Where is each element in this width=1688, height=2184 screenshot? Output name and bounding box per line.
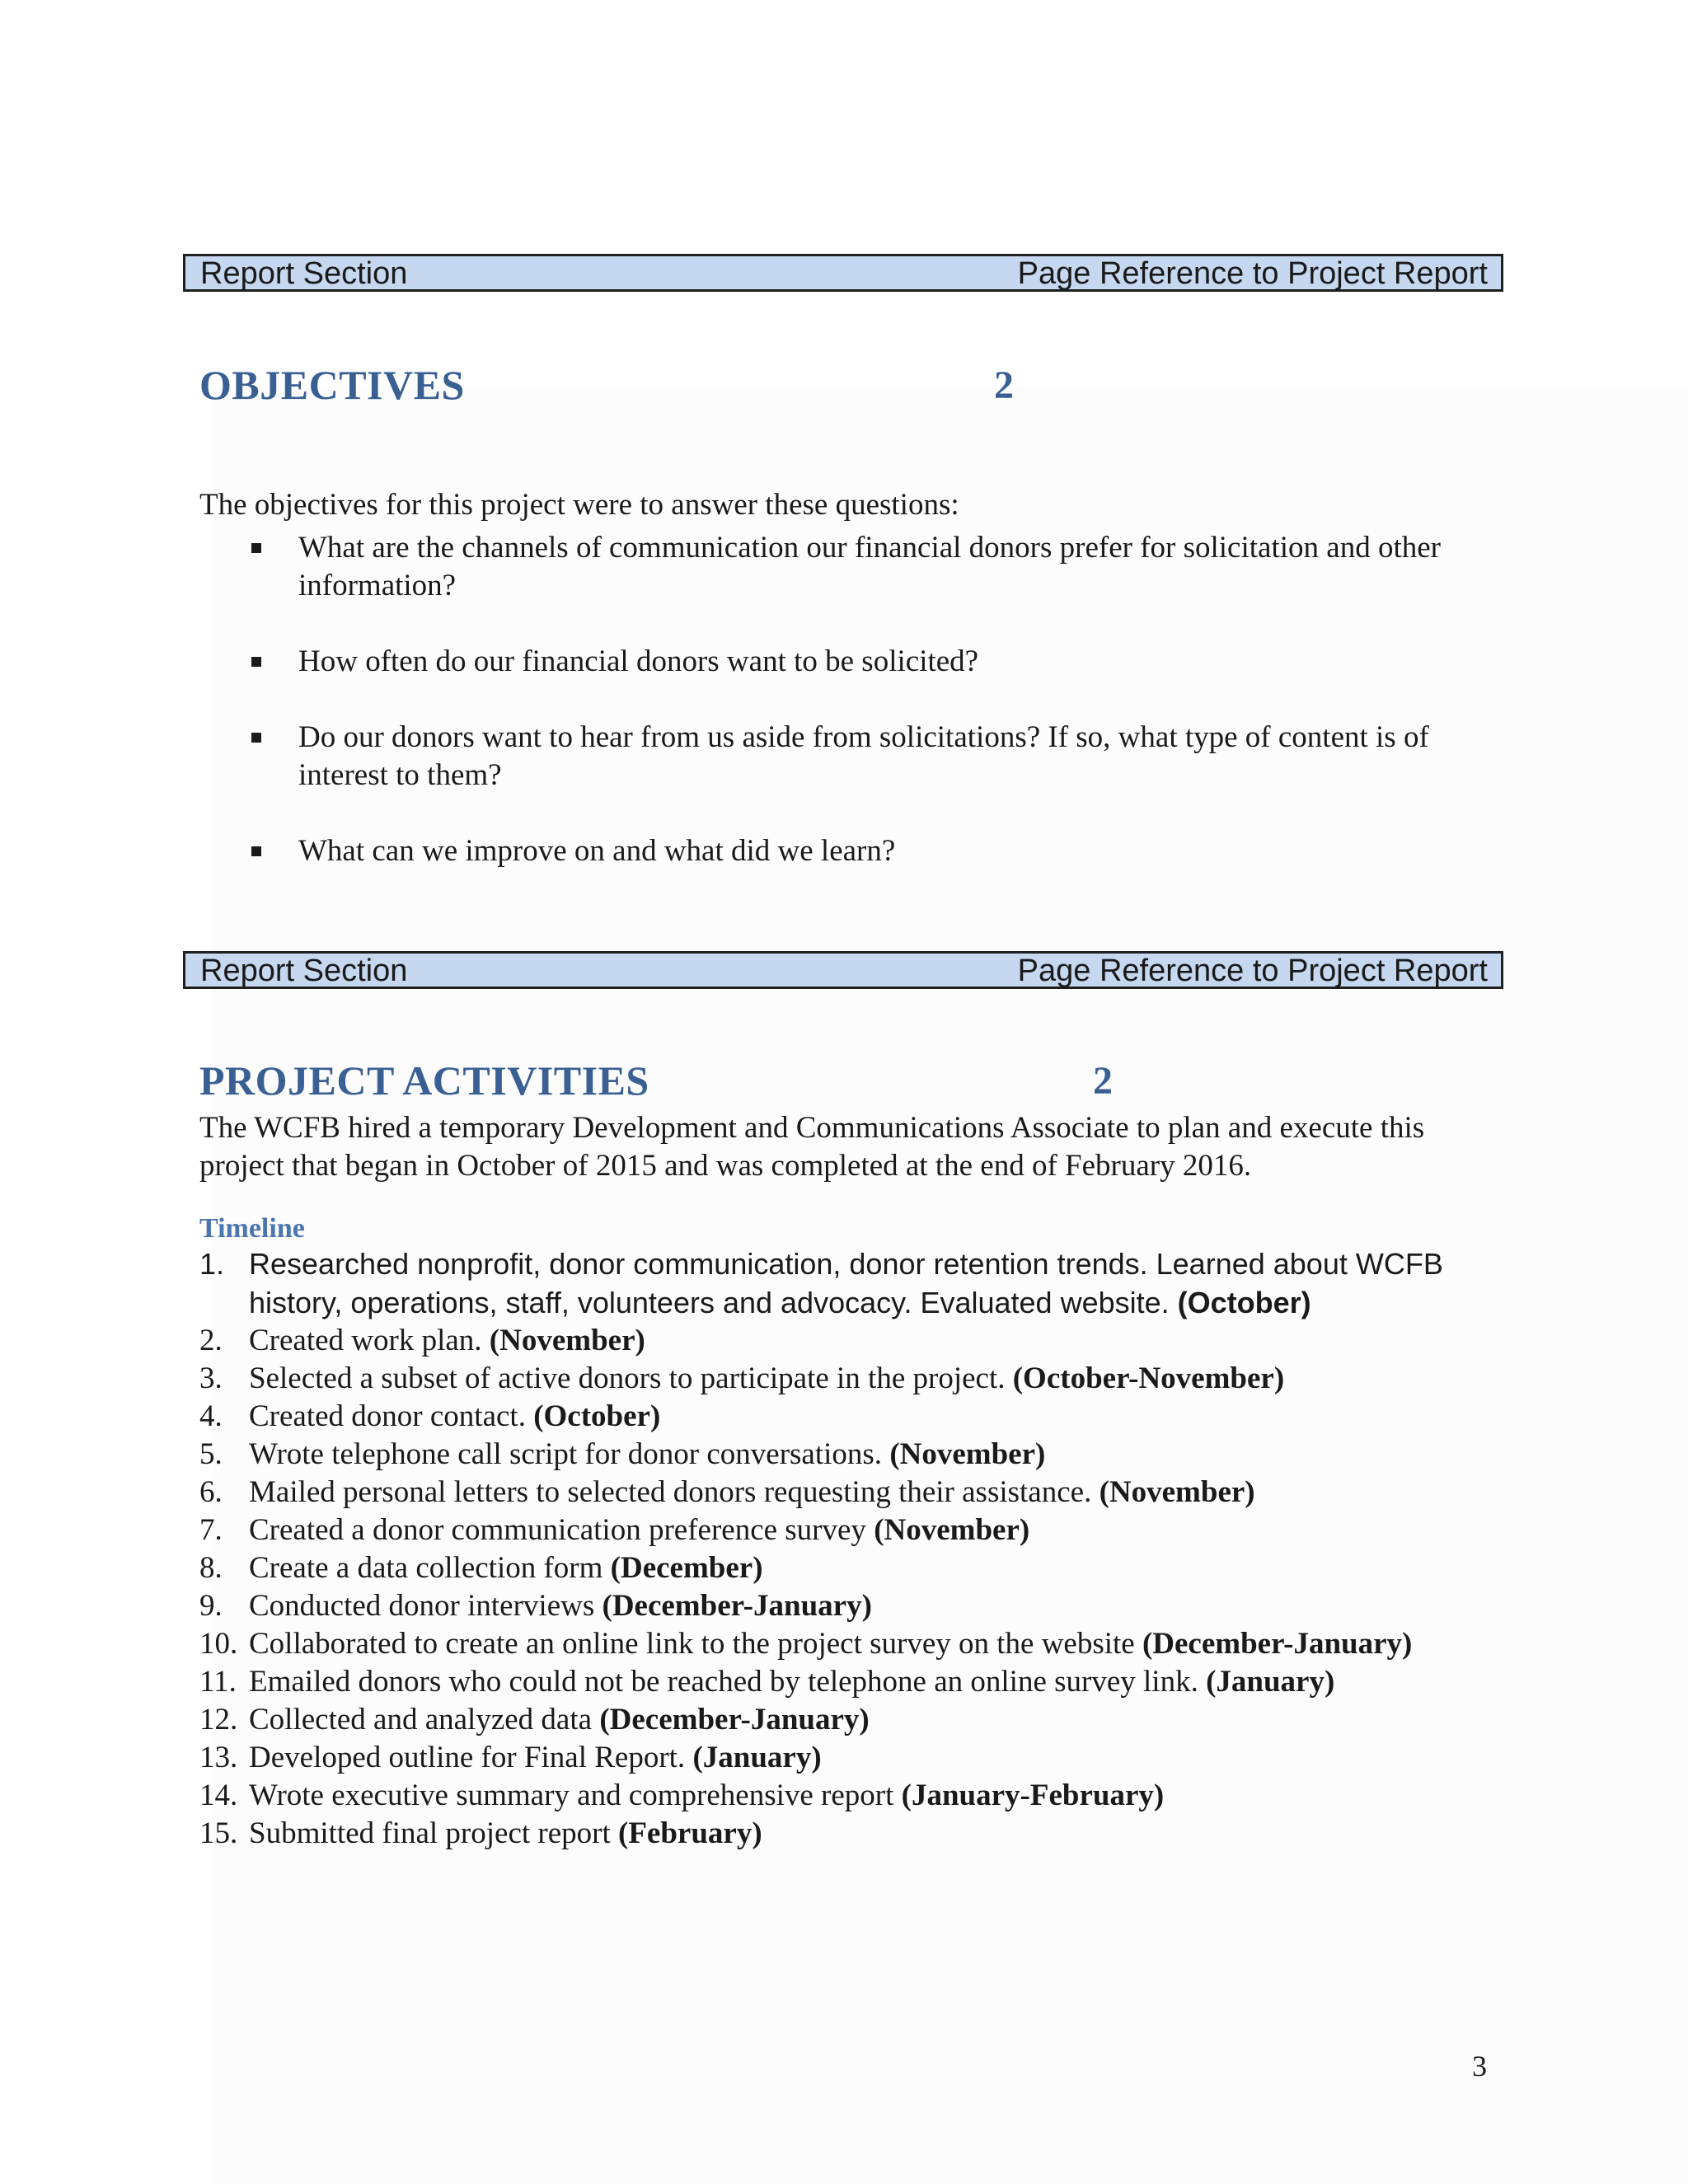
step-number: 14. [199,1779,238,1812]
bullet-square-icon [251,543,261,553]
step-number: 8. [199,1551,223,1585]
list-item [199,1549,1518,1587]
step-period: (November) [874,1513,1030,1547]
list-item [199,1587,1518,1625]
list-item [199,832,1518,870]
list-item [199,529,1518,605]
step-text: Create a data collection form [249,1551,603,1585]
step-period: (January-February) [901,1779,1165,1812]
page-number: 3 [1472,2050,1487,2083]
step-text: Developed outline for Final Report. [249,1741,686,1774]
bullet-text: What can we improve on and what did we learn? [298,834,896,868]
step-text: Submitted final project report [249,1816,611,1850]
step-number: 3. [199,1361,223,1395]
list-item [199,1398,1518,1436]
list-item [199,1244,1535,1322]
list-item [199,1474,1518,1511]
step-period: (January) [1206,1665,1335,1699]
step-number: 1. [199,1247,225,1281]
step-number: 15. [199,1816,238,1850]
objectives-title: OBJECTIVES [199,362,465,408]
step-period: (January) [692,1741,822,1774]
step-text: Emailed donors who could not be reached by telephone an online survey link. [249,1665,1198,1699]
step-period: (November) [889,1437,1046,1471]
objectives-intro: The objectives for this project were to answer these questions: [199,488,959,522]
list-item [199,643,1518,681]
step-number: 10. [199,1627,238,1661]
step-number: 2. [199,1324,223,1357]
list-item [199,1322,1518,1360]
header-page-reference-label: Page Reference to Project Report [1017,256,1488,291]
bullet-text: How often do our financial donors want to be solicited? [298,644,979,678]
step-period: (February) [618,1816,762,1850]
activities-title: PROJECT ACTIVITIES [199,1057,649,1104]
list-item [199,1625,1452,1663]
step-text: Mailed personal letters to selected donors requesting their assistance. [249,1475,1092,1509]
header-report-section-label: Report Section [200,954,408,988]
activities-page-ref: 2 [1093,1059,1113,1103]
list-item [199,719,1518,794]
list-item [199,1663,1518,1701]
header-report-section-label: Report Section [200,256,408,291]
objectives-page-ref: 2 [994,363,1014,407]
step-number: 5. [199,1437,223,1471]
step-text: Conducted donor interviews [249,1589,595,1623]
timeline-label: Timeline [199,1213,305,1244]
bullet-text: Do our donors want to hear from us aside from solicitations? If so, what type of content is of interest to them? [298,720,1429,792]
step-number: 12. [199,1703,238,1736]
step-period: (October-November) [1012,1361,1285,1395]
step-number: 4. [199,1399,223,1433]
step-number: 13. [199,1741,238,1774]
step-period: (November) [489,1324,645,1357]
step-number: 9. [199,1589,223,1623]
objectives-header-bar [183,254,1503,292]
header-page-reference-label: Page Reference to Project Report [1017,954,1488,988]
step-number: 6. [199,1475,223,1509]
step-text: Collected and analyzed data [249,1703,593,1736]
list-item [199,1815,1518,1853]
step-text: Created a donor communication preference survey [249,1513,866,1547]
step-text: Wrote executive summary and comprehensive report [249,1779,894,1812]
activities-header-bar [183,951,1503,989]
list-item [199,1511,1518,1549]
list-item [199,1739,1518,1777]
list-item [199,1360,1518,1398]
bullet-square-icon [251,733,261,743]
bullet-text: What are the channels of communication our financial donors prefer for solicitation and other information? [298,531,1441,602]
step-text: Created work plan. [249,1324,482,1357]
bullet-square-icon [251,657,261,667]
step-period: (December-January) [1142,1627,1413,1661]
step-text: Created donor contact. [249,1399,526,1433]
step-period: (October) [533,1399,661,1433]
step-period: (November) [1099,1475,1255,1509]
bullet-square-icon [251,846,261,856]
activities-intro: The WCFB hired a temporary Development and Communications Associate to plan and execute this project that began in October of 2015 and was completed at the end of February 2016. [199,1111,1425,1183]
step-period: (December-January) [599,1703,870,1736]
step-number: 7. [199,1513,223,1547]
step-text: Wrote telephone call script for donor conversations. [249,1437,883,1471]
list-item [199,1777,1518,1815]
list-item [199,1701,1518,1739]
timeline-steps-list [199,1244,1518,1853]
step-number: 11. [199,1665,237,1699]
step-text: Selected a subset of active donors to participate in the project. [249,1361,1006,1395]
step-text: Researched nonprofit, donor communication, donor retention trends. Learned about WCFB history, operations, staff, volunteers and advocacy. Evaluated website. [249,1247,1443,1319]
step-period: (October) [1177,1286,1311,1319]
step-period: (December) [610,1551,763,1585]
step-period: (December-January) [602,1589,872,1623]
step-text: Collaborated to create an online link to the project survey on the website [249,1627,1135,1661]
list-item [199,1436,1518,1474]
